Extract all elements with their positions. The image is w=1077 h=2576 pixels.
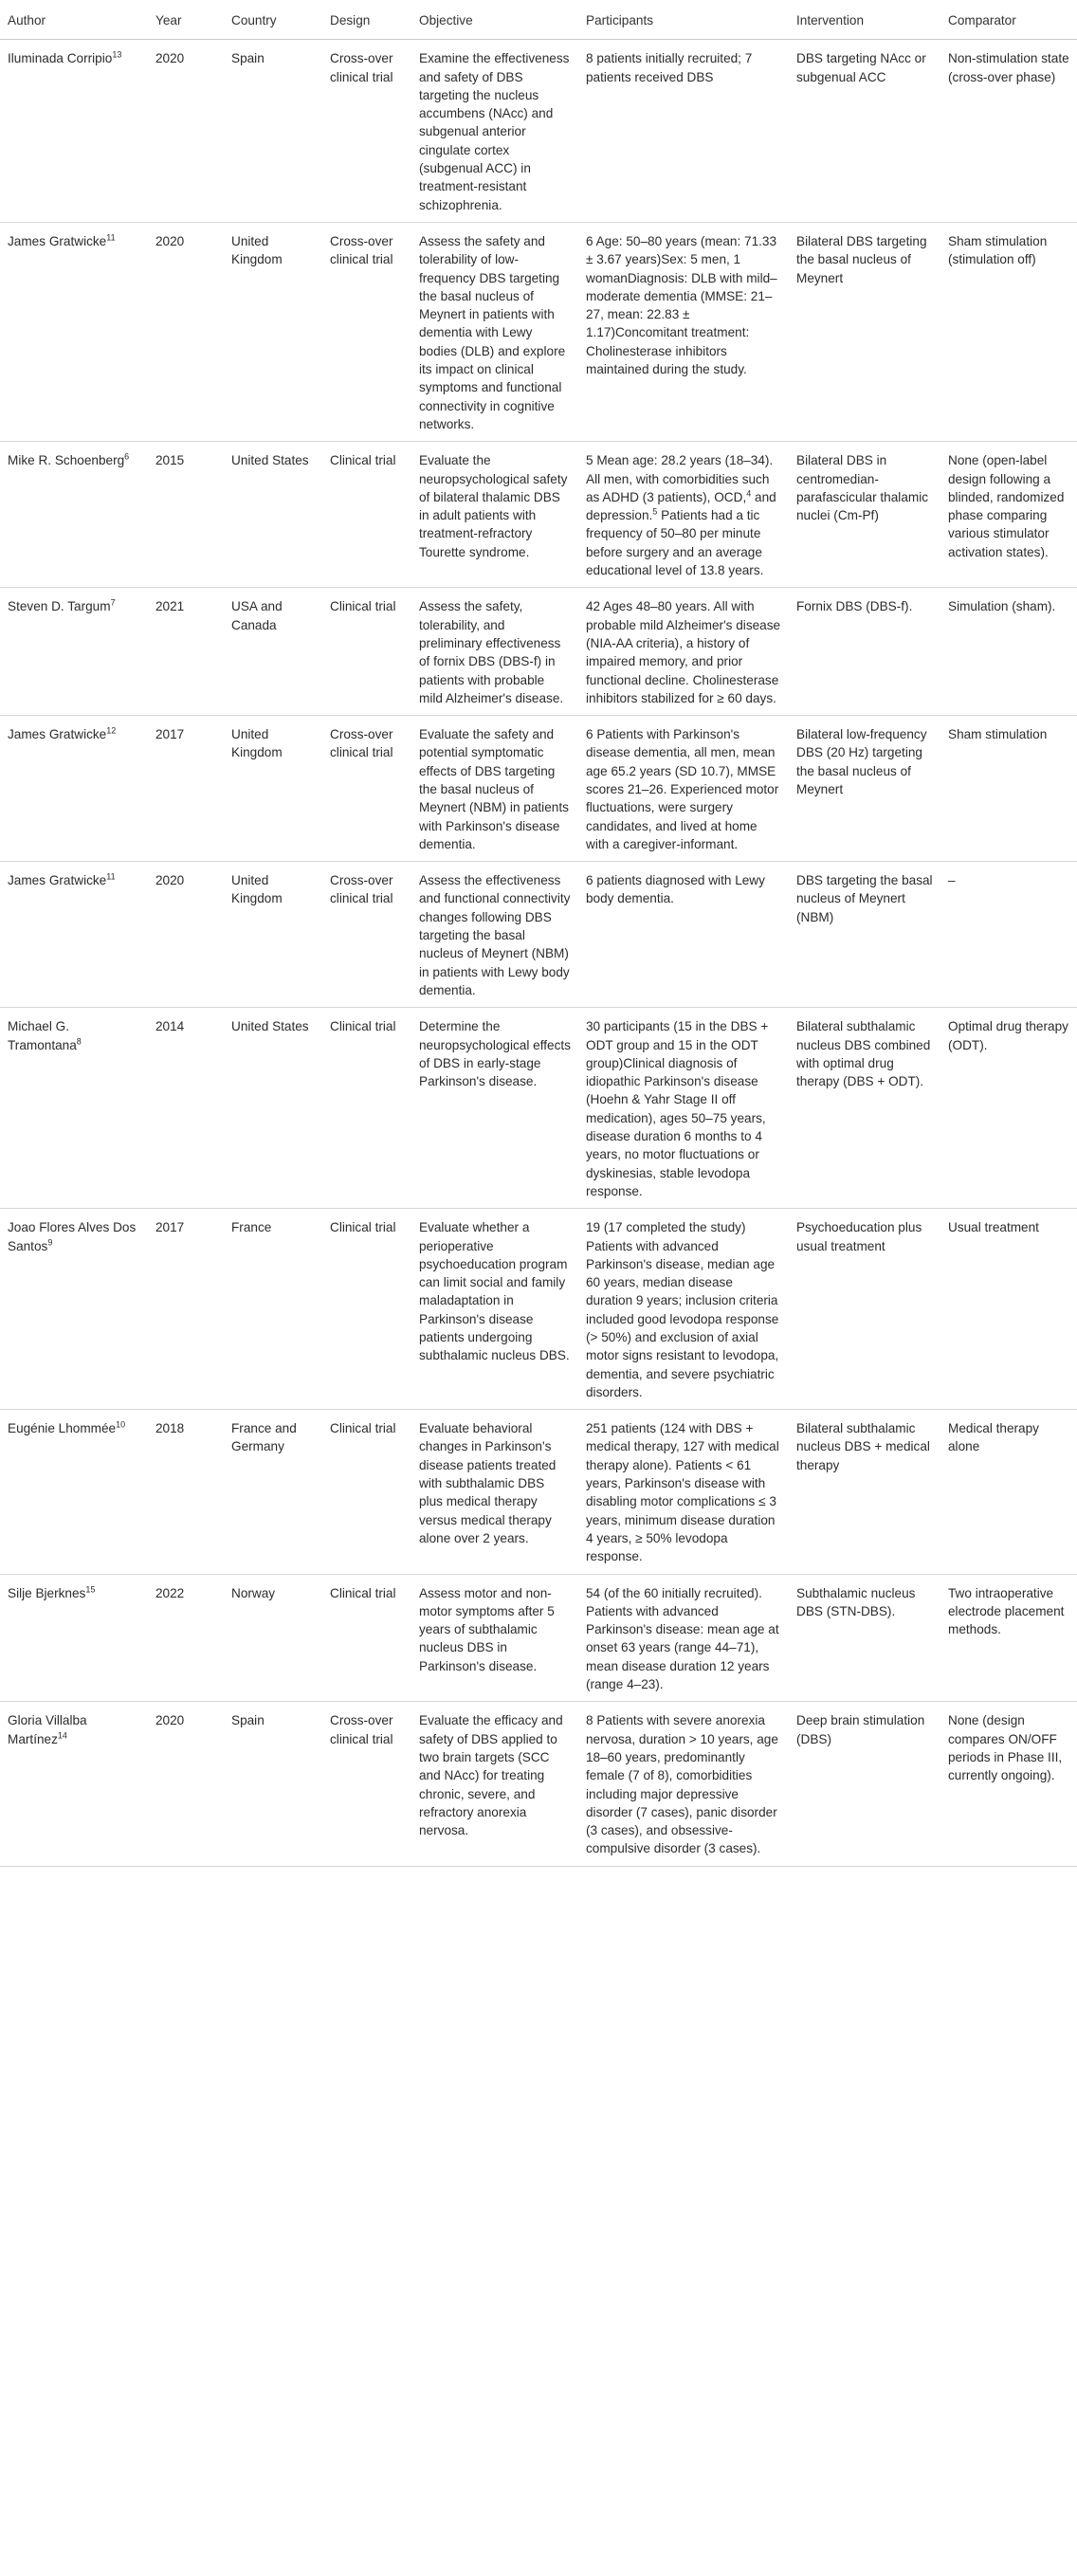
participants-cell: 19 (17 completed the study) Patients with advanced Parkinson's disease, median age 60 years, median disease duration 9 years; inclusion criteria included good levodopa response (> 50%) and exclusion of axial motor signs resistant to levodopa, dementia, and severe psychiatric disorders. [578,1209,789,1410]
author-cell [0,1410,148,1574]
author-cell [0,442,148,588]
country-cell: USA and Canada [224,588,322,716]
table-row [0,862,1077,1008]
comparator-cell: Two intraoperative electrode placement methods. [940,1574,1077,1702]
author-name: Eugénie Lhommée [8,1421,117,1436]
author-cell [0,716,148,862]
country-cell: Spain [224,40,322,223]
comparator-cell: Sham stimulation (stimulation off) [940,222,1077,441]
table-row [0,1209,1077,1410]
participants-cell: 54 (of the 60 initially recruited). Patients with advanced Parkinson's disease: mean age at onset 63 years (range 44–71), mean disease duration 12 years (range 4–23). [578,1574,789,1702]
table-row [0,442,1077,588]
objective-cell: Assess motor and non-motor symptoms after 5 years of subthalamic nucleus DBS in Parkinson's disease. [411,1574,578,1702]
country-cell: United States [224,442,322,588]
intervention-cell: Bilateral subthalamic nucleus DBS + medical therapy [789,1410,940,1574]
objective-cell: Evaluate whether a perioperative psychoeducation program can limit social and family maladaptation in Parkinson's disease patients undergoing subthalamic nucleus DBS. [411,1209,578,1410]
year-cell: 2014 [148,1008,224,1209]
author-name: Iluminada Corripio [8,51,113,66]
year-cell: 2021 [148,588,224,716]
country-cell: Norway [224,1574,322,1702]
participants-cell [578,442,789,588]
intervention-cell: Fornix DBS (DBS-f). [789,588,940,716]
author-reference: 6 [124,451,130,462]
comparator-cell: Optimal drug therapy (ODT). [940,1008,1077,1209]
table-header [0,0,1077,40]
intervention-cell: DBS targeting NAcc or subgenual ACC [789,40,940,223]
author-name: James Gratwicke [8,727,107,742]
design-cell: Cross-over clinical trial [322,716,411,862]
table-row [0,40,1077,223]
column-header-participants: Participants [578,0,789,40]
objective-cell: Evaluate the efficacy and safety of DBS applied to two brain targets (SCC and NAcc) for treating chronic, severe, and refractory anorexia nervosa. [411,1702,578,1866]
objective-cell: Evaluate the safety and potential symptomatic effects of DBS targeting the basal nucleus of Meynert (NBM) in patients with Parkinson's disease dementia. [411,716,578,862]
author-reference: 9 [47,1236,53,1247]
citation-reference: 4 [746,488,752,499]
column-header-year: Year [148,0,224,40]
intervention-cell: Bilateral low-frequency DBS (20 Hz) targeting the basal nucleus of Meynert [789,716,940,862]
participants-cell: 42 Ages 48–80 years. All with probable mild Alzheimer's disease (NIA-AA criteria), a history of impaired memory, and prior functional decline. Cholinesterase inhibitors stabilized for ≥ 60 days. [578,588,789,716]
table-row [0,1410,1077,1574]
author-name: Michael G. Tramontana [8,1019,77,1052]
author-reference: 11 [106,232,116,243]
comparator-cell: – [940,862,1077,1008]
column-header-objective: Objective [411,0,578,40]
header-row [0,0,1077,40]
author-reference: 8 [76,1036,82,1047]
design-cell: Clinical trial [322,1209,411,1410]
design-cell: Clinical trial [322,1574,411,1702]
author-reference: 14 [57,1730,67,1741]
objective-cell: Assess the safety and tolerability of low-frequency DBS targeting the basal nucleus of Meynert in patients with dementia with Lewy bodies (DLB) and explore its impact on clinical symptoms and functional connectivity in cognitive networks. [411,222,578,441]
objective-cell: Determine the neuropsychological effects of DBS in early-stage Parkinson's disease. [411,1008,578,1209]
column-header-author: Author [0,0,148,40]
intervention-cell: Psychoeducation plus usual treatment [789,1209,940,1410]
participants-cell: 6 Age: 50–80 years (mean: 71.33 ± 3.67 years)Sex: 5 men, 1 womanDiagnosis: DLB with mild–moderate dementia (MMSE: 21–27, mean: 22.83 ± 1.17)Concomitant treatment: Cholinesterase inhibitors maintained during the study. [578,222,789,441]
author-cell [0,862,148,1008]
author-reference: 15 [85,1584,96,1595]
participants-cell: 6 patients diagnosed with Lewy body dementia. [578,862,789,1008]
country-cell: Spain [224,1702,322,1866]
table-row [0,1008,1077,1209]
table-row [0,1574,1077,1702]
table-row [0,1702,1077,1866]
column-header-comparator: Comparator [940,0,1077,40]
participants-text: Patients had a tic frequency of 50–80 per minute before surgery and an average educational level of 13.8 years. [586,508,764,578]
table-body [0,40,1077,1866]
comparator-cell: Non-stimulation state (cross-over phase) [940,40,1077,223]
year-cell: 2017 [148,716,224,862]
comparator-cell: Medical therapy alone [940,1410,1077,1574]
author-cell [0,588,148,716]
objective-cell: Assess the effectiveness and functional connectivity changes following DBS targeting the basal nucleus of Meynert (NBM) in patients with Lewy body dementia. [411,862,578,1008]
year-cell: 2022 [148,1574,224,1702]
author-cell [0,1209,148,1410]
comparator-cell: None (open-label design following a blinded, randomized phase comparing various stimulator activation states). [940,442,1077,588]
participants-cell: 30 participants (15 in the DBS + ODT group and 15 in the ODT group)Clinical diagnosis of idiopathic Parkinson's disease (Hoehn & Yahr Stage II off medication), ages 50–75 years, disease duration 6 months to 4 years, no motor fluctuations or dyskinesias, stable levodopa response. [578,1008,789,1209]
participants-cell: 8 Patients with severe anorexia nervosa, duration > 10 years, age 18–60 years, predominantly female (7 of 8), comorbidities including major depressive disorder (7 cases), panic disorder (3 cases), and obsessive-compulsive disorder (3 cases). [578,1702,789,1866]
year-cell: 2020 [148,40,224,223]
author-cell [0,1702,148,1866]
country-cell: United Kingdom [224,716,322,862]
comparator-cell: None (design compares ON/OFF periods in Phase III, currently ongoing). [940,1702,1077,1866]
participants-cell: 8 patients initially recruited; 7 patients received DBS [578,40,789,223]
comparator-cell: Usual treatment [940,1209,1077,1410]
author-cell [0,40,148,223]
author-name: Steven D. Targum [8,599,111,614]
author-name: Gloria Villalba Martínez [8,1713,87,1746]
year-cell: 2020 [148,1702,224,1866]
year-cell: 2015 [148,442,224,588]
comparator-cell: Sham stimulation [940,716,1077,862]
author-reference: 10 [116,1419,126,1430]
design-cell: Clinical trial [322,1008,411,1209]
comparator-cell: Simulation (sham). [940,588,1077,716]
table-row [0,588,1077,716]
objective-cell: Evaluate behavioral changes in Parkinson's disease patients treated with subthalamic DBS plus medical therapy versus medical therapy alone over 2 years. [411,1410,578,1574]
country-cell: United Kingdom [224,862,322,1008]
column-header-country: Country [224,0,322,40]
author-reference: 11 [106,871,116,882]
table-row [0,222,1077,441]
year-cell: 2018 [148,1410,224,1574]
author-cell [0,1574,148,1702]
participants-text: 5 Mean age: 28.2 years (18–34). All men, with comorbidities such as ADHD (3 patients), OCD, [586,453,774,504]
column-header-intervention: Intervention [789,0,940,40]
design-cell: Cross-over clinical trial [322,40,411,223]
country-cell: France [224,1209,322,1410]
column-header-design: Design [322,0,411,40]
participants-text: and depression. [586,489,776,523]
objective-cell: Assess the safety, tolerability, and preliminary effectiveness of fornix DBS (DBS-f) in patients with probable mild Alzheimer's disease. [411,588,578,716]
author-reference: 7 [110,597,116,608]
author-name: Joao Flores Alves Dos Santos [8,1220,137,1253]
author-cell [0,1008,148,1209]
citation-reference: 5 [652,506,658,517]
author-name: James Gratwicke [8,873,107,888]
country-cell: United Kingdom [224,222,322,441]
year-cell: 2020 [148,222,224,441]
author-name: Silje Bjerknes [8,1585,86,1600]
author-reference: 12 [106,725,117,736]
year-cell: 2020 [148,862,224,1008]
year-cell: 2017 [148,1209,224,1410]
participants-cell: 251 patients (124 with DBS + medical therapy, 127 with medical therapy alone). Patients < 61 years, Parkinson's disease with disabling motor complications ≤ 3 years, minimum disease duration 4 years, ≥ 50% levodopa response. [578,1410,789,1574]
author-name: James Gratwicke [8,233,107,248]
intervention-cell: Bilateral DBS targeting the basal nucleus of Meynert [789,222,940,441]
table-row [0,716,1077,862]
author-reference: 13 [112,49,122,60]
country-cell: United States [224,1008,322,1209]
design-cell: Cross-over clinical trial [322,1702,411,1866]
design-cell: Cross-over clinical trial [322,862,411,1008]
intervention-cell: Deep brain stimulation (DBS) [789,1702,940,1866]
design-cell: Clinical trial [322,442,411,588]
objective-cell: Examine the effectiveness and safety of DBS targeting the nucleus accumbens (NAcc) and subgenual anterior cingulate cortex (subgenual ACC) in treatment-resistant schizophrenia. [411,40,578,223]
objective-cell: Evaluate the neuropsychological safety of bilateral thalamic DBS in adult patients with treatment-refractory Tourette syndrome. [411,442,578,588]
intervention-cell: Subthalamic nucleus DBS (STN-DBS). [789,1574,940,1702]
author-name: Mike R. Schoenberg [8,453,125,468]
design-cell: Clinical trial [322,1410,411,1574]
design-cell: Cross-over clinical trial [322,222,411,441]
design-cell: Clinical trial [322,588,411,716]
intervention-cell: Bilateral subthalamic nucleus DBS combined with optimal drug therapy (DBS + ODT). [789,1008,940,1209]
author-cell [0,222,148,441]
intervention-cell: DBS targeting the basal nucleus of Meynert (NBM) [789,862,940,1008]
intervention-cell: Bilateral DBS in centromedian-parafascicular thalamic nuclei (Cm-Pf) [789,442,940,588]
country-cell: France and Germany [224,1410,322,1574]
participants-cell: 6 Patients with Parkinson's disease dementia, all men, mean age 65.2 years (SD 10.7), MMSE scores 21–26. Experienced motor fluctuations, were surgery candidates, and lived at home with a caregiver-informant. [578,716,789,862]
